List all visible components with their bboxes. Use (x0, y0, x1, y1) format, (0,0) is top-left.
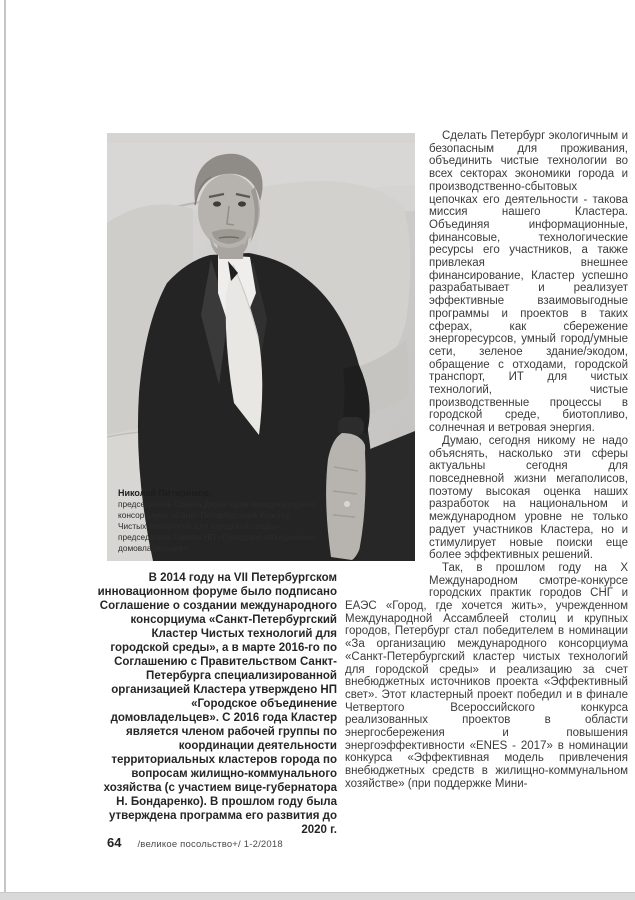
photo-wrap-spacer (345, 130, 429, 590)
caption-role: председатель Совета Директоров международного консорциума «Санкт-Петербургский Кластер Чистых технологий для городской среды», председатель Совета НП «Городское объединение домовладельцев» (118, 499, 316, 553)
page-bottom-edge (0, 892, 635, 900)
body-paragraph-3: Так, в прошлом году на X Международном смотре-конкурсе городских практик городов СНГ и ЕАЭС «Город, где хочется жить», учрежденном Международной Ассамблеей столиц и крупных городов, Петербург стал победителем в номинации «За организацию международного консорциума «Санкт-Петербургский кластер чистых технологий для городской среды» и реализацию за счет внебюджетных источников проекта «Эффективный свет». Этот кластерный проект победил и в финале Четвертого Всероссийского конкурса реализованных проектов в области энергосбережения и повышения энергоэффективности «ENES - 2017» в номинации конкурса «Эффективная модель привлечения внебюджетных средств в жилищно-коммунальном хозяйстве» (при поддержке Мини- (345, 561, 628, 790)
body-paragraph-1: Сделать Петербург экологичным и безопасным для проживания, объединить чистые технологии во всех секторах экономики города и производственно-сбытовых цепочках его деятельности - такова миссия нашего Кластера. Объединяя информационные, финансовые, технологические ресурсы его участников, а также привлекая внешнее финансирование, Кластер успешно разрабатывает и реализует эффективные взаимовыгодные программы и проектов в таких сферах, как сбережение энергоресурсов, умный город/умные сети, зеленое здание/экодом, обращение с отходами, городской транспорт, ИТ для чистых технологий, чистые производственные процессы в городской среде, биотопливо, солнечная и ветровая энергия. (429, 130, 628, 435)
page-footer (107, 835, 507, 850)
page-number: 64 (107, 835, 122, 850)
footer-journal-line: /великое посольство+/ 1-2/2018 (137, 839, 283, 850)
body-paragraph-2: Думаю, сегодня никому не надо объяснять, насколько эти сферы актуальны сегодня для повседневной жизни мегаполисов, поэтому высокая оценка наших разработок на национальном и международном уровне не только радует участников Кластера, но и стимулирует новые поиски еще более эффективных решений. (429, 434, 628, 562)
page-left-edge (4, 0, 6, 900)
article-body (345, 130, 628, 791)
photo-caption (118, 487, 318, 554)
lead-paragraph: В 2014 году на VII Петербургском инновационном форуме было подписано Соглашение о создании международного консорциума «Санкт-Петербургский Кластер Чистых технологий для городской среды», а в марте 2016-го по Соглашению с Правительством Санкт-Петербурга специализированной организацией Кластера утверждено НП «Городское объединение домовладельцев». С 2016 года Кластер является членом рабочей группы по координации деятельности территориальных кластеров города по вопросам жилищно-коммунального хозяйства (с участием вице-губернатора Н. Бондаренко). В прошлом году была утверждена программа его развития до 2020 г. (97, 572, 337, 836)
caption-name: Николай Питиримов, (118, 488, 212, 498)
